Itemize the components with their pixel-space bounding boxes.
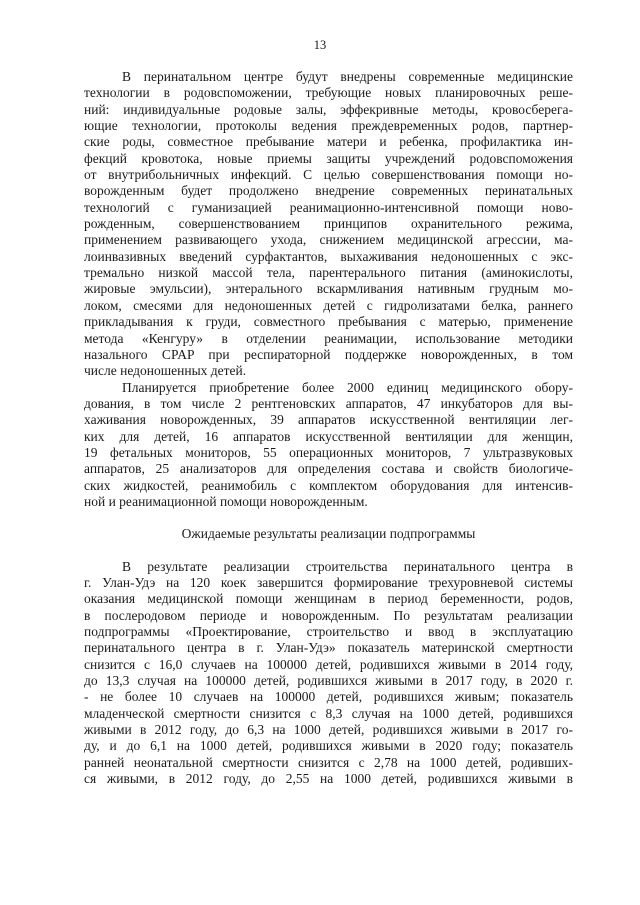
text-line: аппаратов, 25 анализаторов для определения состава и свойств биологиче- (84, 461, 573, 477)
text-line: В перинатальном центре будут внедрены современные медицинские (122, 69, 573, 84)
text-line: локом, смесями для недоношенных детей с гидролизатами белка, раннего (84, 297, 573, 313)
text-line: ские роды, совместное пребывание матери и ребенка, профилактика ин- (84, 134, 573, 150)
text-line: от внутрибольничных инфекций. С целью совершенствования помощи но- (84, 167, 573, 183)
text-line: ских жидкостей, реанимобиль с комплектом оборудования для интенсив- (84, 477, 573, 493)
text-line: числе недоношенных детей. (84, 363, 247, 379)
text-line: В результате реализации строительства перинатального центра в (122, 558, 573, 574)
text-line: до 13,3 случая на 100000 детей, родившихся живыми в 2017 году, в 2020 г. (84, 673, 573, 689)
text-line: фекций кровотока, новые приемы защиты учреждений родовспоможения (84, 150, 573, 166)
text-line: г. Улан-Удэ на 120 коек завершится формирование трехуровневой системы (84, 574, 573, 590)
text-line: в послеродовом периоде и новорожденным. По результатам реализации (84, 607, 573, 623)
text-line: снизится с 16,0 случаев на 100000 детей, родившихся живыми в 2014 году, (84, 656, 573, 672)
document-body (84, 69, 573, 787)
text-line: ний: индивидуальные родовые залы, эффекривные методы, кровосберега- (84, 101, 573, 117)
text-line: применением развивающего ухода, снижением медицинской агрессии, ма- (84, 232, 573, 248)
text-line: живыми в 2012 году, до 6,3 на 1000 детей, родившихся живыми в 2017 го- (84, 722, 573, 738)
text-line: хаживания новорожденных, 39 аппаратов искусственной вентиляции лег- (84, 412, 573, 428)
text-line: ся живыми, в 2012 году, до 2,55 на 1000 детей, родившихся живыми в (84, 771, 573, 787)
text-line: ворожденным будет продолжено внедрение современных перинатальных (84, 183, 573, 199)
text-line: тремально низкой массой тела, парентерального питания (аминокислоты, (84, 265, 573, 281)
text-line: ранней неонатальной смертности снизится с 2,78 на 1000 детей, родивших- (84, 754, 573, 770)
text-line: лоинвазивных введений сурфактантов, выхаживания недоношенных с экс- (84, 248, 573, 264)
text-line: технологии в родовспоможении, требующие новых планировочных реше- (84, 85, 573, 101)
page-number: 13 (313, 38, 327, 52)
text-line: подпрограммы «Проектирование, строительство и ввод в эксплуатацию (84, 624, 573, 639)
text-line: 19 фетальных мониторов, 55 операционных мониторов, 7 ультразвуковых (84, 444, 573, 460)
text-line: ду, и до 6,1 на 1000 детей, родившихся живыми в 2020 году; показатель (84, 738, 573, 754)
paragraph-expected-results (84, 559, 573, 788)
text-line: перинатального центра в г. Улан-Удэ» показатель материнской смертности (84, 640, 573, 656)
text-line: - не более 10 случаев на 100000 детей, родившихся живым; показатель (84, 689, 573, 705)
section-heading-expected-results: Ожидаемые результаты реализации подпрограммы (181, 526, 476, 542)
paragraph-perinatal-technologies (84, 69, 573, 380)
text-line: ких для детей, 16 аппаратов искусственной вентиляции для женщин, (84, 428, 573, 444)
text-line: назального CPAP при респираторной поддержке новорожденных, в том (84, 346, 573, 362)
paragraph-equipment-purchase (84, 380, 573, 511)
text-line: прикладывания к груди, совместного пребывания с матерью, применение (84, 314, 573, 330)
text-line: метода «Кенгуру» в отделении реанимации, использование методики (84, 330, 573, 346)
text-line: оказания медицинской помощи женщинам в период беременности, родов, (84, 591, 573, 607)
text-line: Планируется приобретение более 2000 единиц медицинского обору- (122, 379, 573, 395)
text-line: дования, в том числе 2 рентгеновских аппаратов, 47 инкубаторов для вы- (84, 395, 573, 411)
text-line: технологий с гуманизацией реанимационно-интенсивной помощи ново- (84, 199, 573, 215)
text-line: жировые эмульсии), энтерального вскармливания нативным грудным мо- (84, 281, 573, 297)
text-line: младенческой смертности снизится с 8,3 случая на 1000 детей, родившихся (84, 705, 573, 721)
text-line: ной и реанимационной помощи новорожденным. (84, 493, 368, 509)
text-line: рожденным, совершенствованием принципов охранительного режима, (84, 216, 573, 232)
text-line: ющие технологии, протоколы ведения преждевременных родов, партнер- (84, 118, 573, 134)
